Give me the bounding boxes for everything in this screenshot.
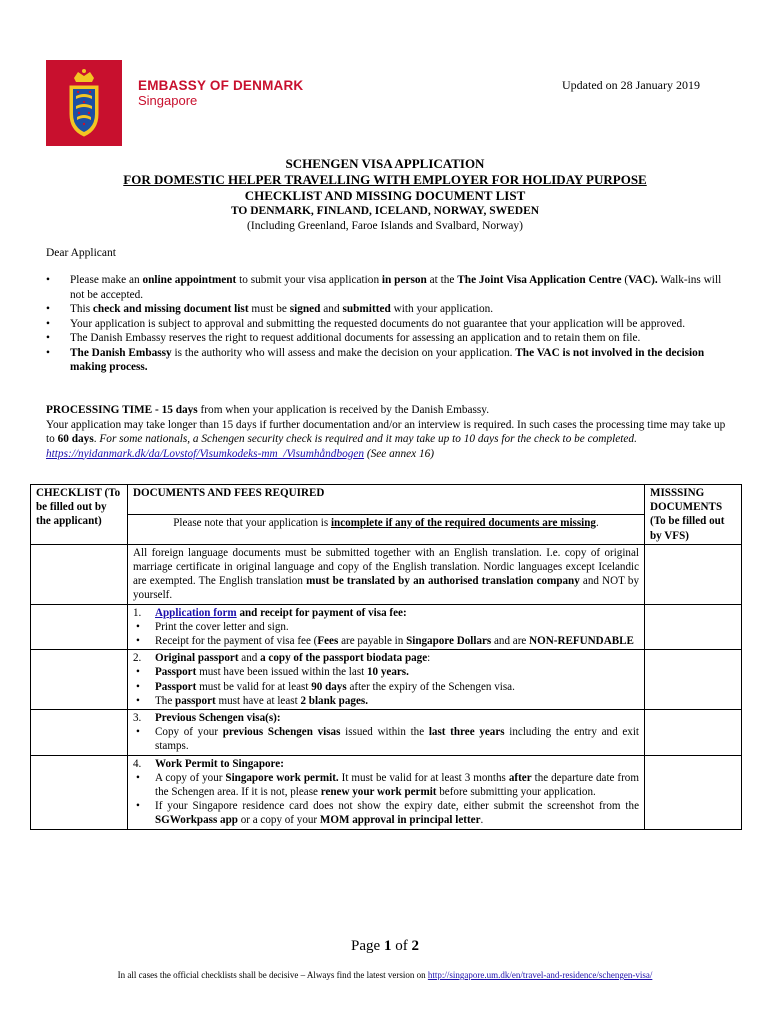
- table-row: [31, 650, 742, 710]
- title-line-5: (Including Greenland, Faroe Islands and Svalbard, Norway): [247, 220, 523, 232]
- updated-date: Updated on 28 January 2019: [562, 78, 700, 92]
- documents-header: DOCUMENTS AND FEES REQUIRED: [128, 485, 645, 515]
- list-item: • The Danish Embassy is the authority who will assess and make the decision on your application. The VAC is not involved in the decision making process.: [46, 346, 726, 375]
- checklist-table: [30, 484, 742, 830]
- title-line-4: TO DENMARK, FINLAND, ICELAND, NORWAY, SWEDEN: [230, 205, 540, 217]
- coat-of-arms-icon: [66, 68, 102, 138]
- missing-cell[interactable]: [645, 755, 742, 829]
- translation-note: All foreign language documents must be submitted together with an English translation. I.e. copy of original marriage certificate in original language and copy of the English translation. Nordic languages except Icelandic are exempted. The English translation must be translated by an authorised translation company and NOT by yourself.: [128, 544, 645, 604]
- item-application-form: 1. Application form and receipt for payment of visa fee: • Print the cover letter and sign. • Receipt for the payment of visa fee (Fees are payable in Singapore Dollars and are NON-REFUNDABLE: [128, 604, 645, 650]
- greeting: Dear Applicant: [46, 247, 116, 259]
- missing-cell[interactable]: [645, 650, 742, 710]
- embassy-name: EMBASSY OF DENMARK: [138, 78, 304, 93]
- table-row: [31, 544, 742, 604]
- table-row: [31, 485, 742, 515]
- processing-time-section: PROCESSING TIME - 15 days from when your application is received by the Danish Embassy. Your application may take longer than 15 days if further documentation and/or an interview is required. In such cases the processing time may take up to 60 days. For some nationals, a Schengen security check is required and it may take up to 10 days for the check to be completed. https://nyidanmark.dk/da/Lovstof/Visumkodeks-mm_/Visumhåndbogen (See annex 16): [46, 404, 726, 460]
- checkbox-cell[interactable]: [31, 604, 128, 650]
- processing-label: PROCESSING TIME - 15 days: [46, 404, 198, 416]
- checkbox-cell[interactable]: [31, 755, 128, 829]
- item-passport: 2. Original passport and a copy of the passport biodata page: • Passport must have been issued within the last 10 years. • Passport must be valid for at least 90 days after the expiry of the Schengen visa. • The passport must have at least 2 blank pages.: [128, 650, 645, 710]
- instructions-list: [46, 273, 726, 375]
- application-form-link[interactable]: Application form: [155, 606, 237, 619]
- list-item: • The Danish Embassy reserves the right to request additional documents for assessing an application and to retain them on file.: [46, 331, 726, 346]
- table-row: [31, 710, 742, 756]
- checklist-header: CHECKLIST (To be filled out by the applicant): [31, 485, 128, 545]
- page-number: Page 1 of 2: [351, 938, 419, 954]
- footer-note: In all cases the official checklists shall be decisive – Always find the latest version on http://singapore.um.dk/en/travel-and-residence/schengen-visa/: [117, 970, 653, 980]
- table-row: [31, 514, 742, 544]
- embassy-logo: [46, 60, 122, 146]
- title-line-1: SCHENGEN VISA APPLICATION: [285, 156, 485, 171]
- list-item: • Your application is subject to approval and submitting the requested documents do not guarantee that your application will be approved.: [46, 317, 726, 332]
- missing-header: MISSSING DOCUMENTS (To be filled out by VFS): [645, 485, 742, 545]
- visa-handbook-link[interactable]: https://nyidanmark.dk/da/Lovstof/Visumkodeks-mm_/Visumhåndbogen: [46, 447, 365, 460]
- embassy-city: Singapore: [138, 93, 198, 108]
- document-titles: [40, 156, 730, 234]
- item-previous-visas: 3. Previous Schengen visa(s): • Copy of your previous Schengen visas issued within the last three years including the entry and exit stamps.: [128, 710, 645, 756]
- checkbox-cell[interactable]: [31, 710, 128, 756]
- table-row: [31, 755, 742, 829]
- list-item: • Please make an online appointment to submit your visa application in person at the The Joint Visa Application Centre (VAC). Walk-ins will not be accepted.: [46, 273, 726, 302]
- missing-cell[interactable]: [645, 604, 742, 650]
- checklist-website-link[interactable]: http://singapore.um.dk/en/travel-and-residence/schengen-visa/: [427, 970, 653, 980]
- incomplete-note: Please note that your application is incomplete if any of the required documents are missing.: [128, 514, 645, 544]
- title-line-3: CHECKLIST AND MISSING DOCUMENT LIST: [244, 188, 526, 203]
- list-item: • This check and missing document list must be signed and submitted with your application.: [46, 302, 726, 317]
- missing-cell[interactable]: [645, 710, 742, 756]
- item-work-permit: 4. Work Permit to Singapore: • A copy of your Singapore work permit. It must be valid for at least 3 months after the departure date from the Schengen area. If it is not, please renew your work permit before submitting your application. • If your Singapore residence card does not show the expiry date, either submit the screenshot from the SGWorkpass app or a copy of your MOM approval in principal letter.: [128, 755, 645, 829]
- table-row: [31, 604, 742, 650]
- missing-cell[interactable]: [645, 544, 742, 604]
- title-line-2: FOR DOMESTIC HELPER TRAVELLING WITH EMPLOYER FOR HOLIDAY PURPOSE: [123, 172, 647, 187]
- checkbox-cell[interactable]: [31, 544, 128, 604]
- checkbox-cell[interactable]: [31, 650, 128, 710]
